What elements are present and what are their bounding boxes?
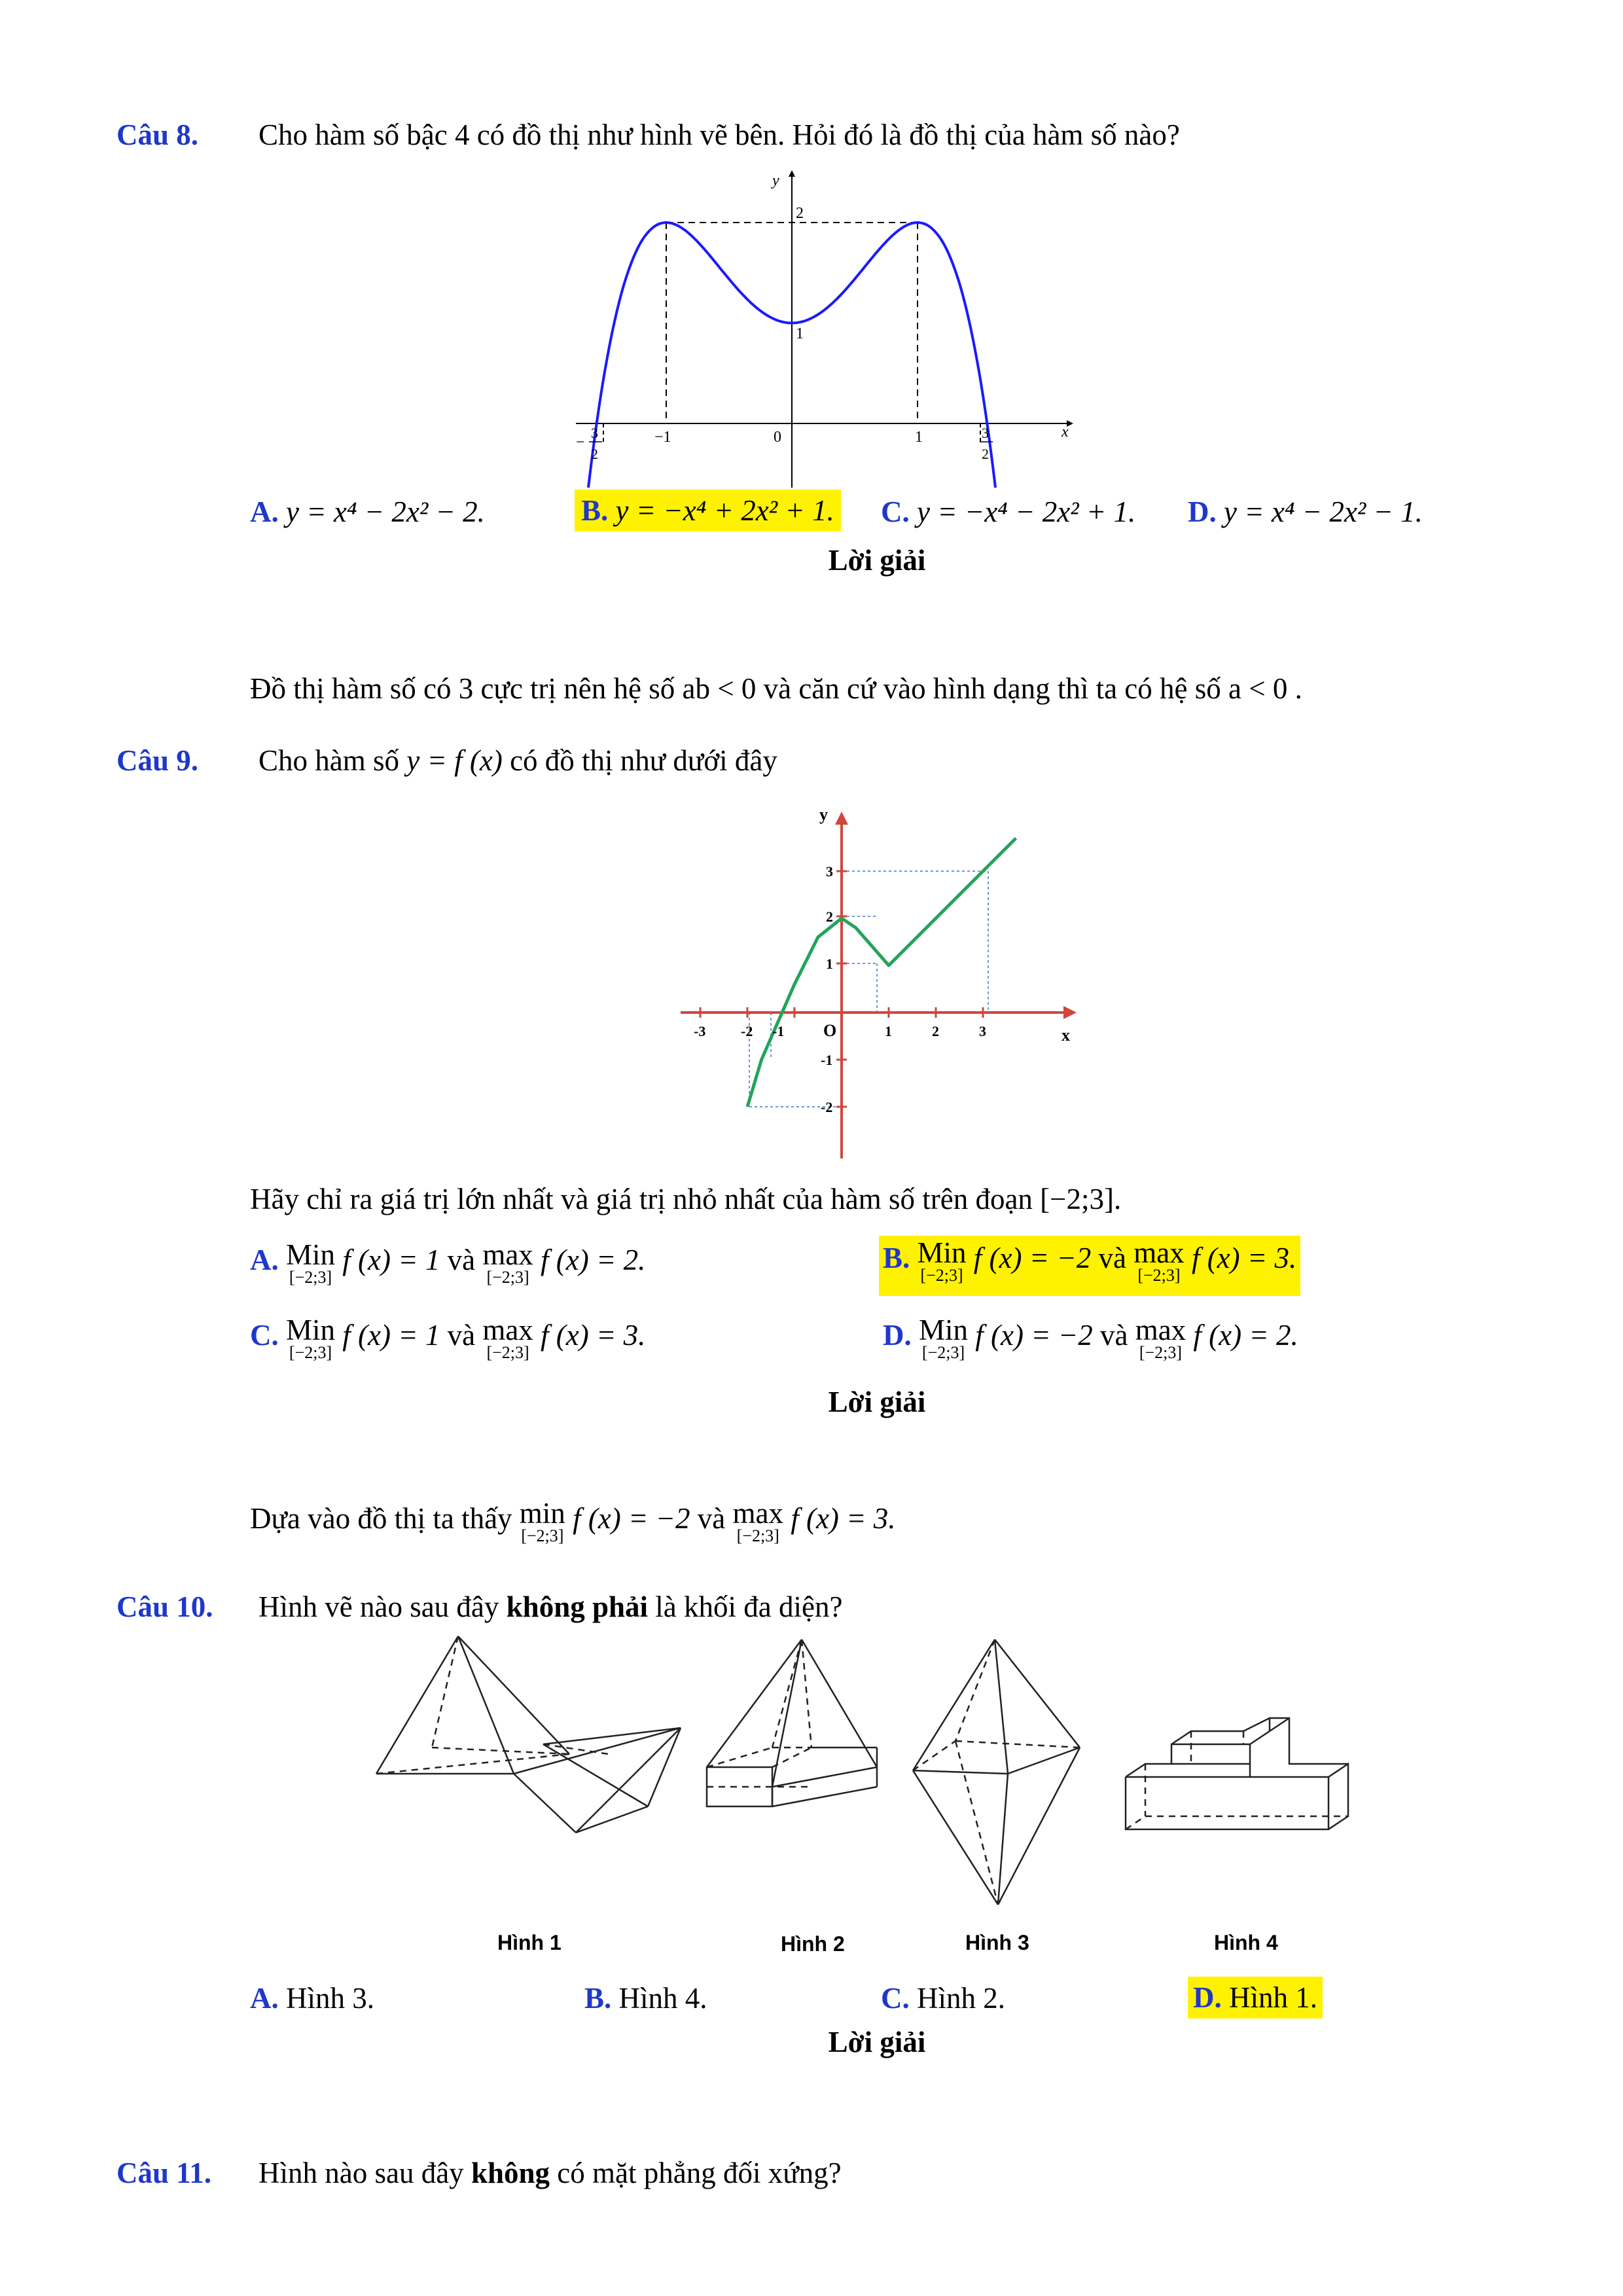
q9-text-a: Cho hàm số	[259, 744, 400, 777]
q10-option-a-letter: A.	[250, 1982, 279, 2015]
q9-option-a-max-val: f (x) = 2.	[541, 1244, 646, 1276]
q9-option-b-letter: B.	[883, 1242, 910, 1274]
q9-option-c-min-val: f (x) = 1	[342, 1319, 440, 1352]
q9-option-c-min-interval: [−2;3]	[289, 1343, 332, 1362]
figure-4-polyhedron	[1126, 1718, 1348, 1829]
q8-question-text: Cho hàm số bậc 4 có đồ thị như hình vẽ bên. Hỏi đó là đồ thị của hàm số nào?	[259, 118, 1180, 151]
q9-solution-min-interval: [−2;3]	[521, 1526, 564, 1545]
q8-label: Câu 8.	[116, 118, 199, 151]
q8-tick-xm15-num: 3	[591, 425, 598, 441]
q9-option-b-max-val: f (x) = 3.	[1191, 1242, 1297, 1274]
q9-tick-x-m1: -1	[772, 1023, 785, 1039]
q9-option-c-max: max	[482, 1314, 533, 1346]
q10-option-b-value: Hình 4.	[618, 1982, 707, 2015]
q10-option-d[interactable]	[1188, 1977, 1323, 2018]
q8-y-arrow	[789, 170, 795, 177]
q9-y-arrow	[835, 812, 848, 825]
q8-graph	[563, 167, 1073, 491]
q10-label: Câu 10.	[116, 1590, 213, 1623]
q9-option-d-max: max	[1135, 1314, 1186, 1346]
q9-option-a-letter: A.	[250, 1244, 279, 1276]
q8-origin: 0	[774, 429, 781, 446]
q9-option-a-max-interval: [−2;3]	[486, 1268, 529, 1287]
q8-tick-y1: 1	[796, 325, 804, 342]
q8-option-d[interactable]	[1188, 492, 1423, 531]
q8-option-a-expr: y = x⁴ − 2x² − 2.	[286, 495, 485, 528]
q9-tick-y-2: 2	[826, 908, 833, 925]
q8-option-b-expr: y = −x⁴ + 2x² + 1.	[615, 494, 834, 527]
q11-label: Câu 11.	[116, 2157, 212, 2189]
q11-text-b: có mặt phẳng đối xứng?	[557, 2157, 842, 2189]
q9-tick-y-1: 1	[826, 956, 833, 972]
q8-tick-xm1: −1	[654, 429, 671, 446]
q9-option-c-letter: C.	[250, 1319, 279, 1352]
q8-option-d-letter: D.	[1188, 495, 1217, 528]
q9-option-b-min: Min	[917, 1236, 967, 1269]
q9-text-expr: y = f (x)	[406, 744, 503, 777]
q9-question-text: Hãy chỉ ra giá trị lớn nhất và giá trị nhỏ nhất của hàm số trên đoạn [−2;3].	[250, 1183, 1122, 1215]
q9-tick-x-2: 2	[932, 1023, 939, 1039]
q9-solution-max: max	[732, 1497, 783, 1530]
q8-tick-x15-den: 2	[982, 446, 989, 462]
q9-option-a-min-val: f (x) = 1	[342, 1244, 440, 1276]
q9-solution-max-interval: [−2;3]	[736, 1526, 779, 1545]
q10-option-d-value: Hình 1.	[1229, 1981, 1317, 2014]
q11-text-a: Hình nào sau đây	[259, 2157, 464, 2189]
q10-solution-title: Lời giải	[828, 2026, 926, 2058]
figure-1-polyhedra	[376, 1636, 681, 1833]
q8-y-label: y	[772, 172, 779, 189]
figure-2-polyhedron	[707, 1640, 877, 1806]
q9-option-a-max: max	[482, 1238, 533, 1271]
q9-solution-min-val: f (x) = −2	[573, 1502, 690, 1535]
q10-figures	[366, 1630, 1387, 1931]
q9-option-c[interactable]	[250, 1316, 645, 1361]
q9-tick-x-3: 3	[979, 1023, 986, 1039]
q9-option-b-max-interval: [−2;3]	[1137, 1266, 1181, 1285]
q9-tick-x-1: 1	[885, 1023, 892, 1039]
figure-4-caption: Hình 4	[1214, 1931, 1278, 1954]
q9-option-b-min-val: f (x) = −2	[973, 1242, 1092, 1274]
q9-graph	[674, 802, 1080, 1158]
q9-y-label: y	[819, 805, 828, 824]
q9-option-d-max-interval: [−2;3]	[1139, 1343, 1183, 1362]
q10-option-a-value: Hình 3.	[286, 1982, 374, 2015]
figure-3-caption: Hình 3	[965, 1931, 1029, 1954]
q8-tick-x1: 1	[915, 429, 923, 446]
q10-text-b: là khối đa diện?	[655, 1590, 843, 1623]
q9-solution-min: min	[519, 1497, 565, 1530]
q9-guides	[749, 871, 988, 1107]
q10-option-c-letter: C.	[881, 1982, 910, 2015]
q9-option-b-max: max	[1133, 1236, 1185, 1269]
q8-option-b-letter: B.	[581, 494, 609, 527]
q9-option-a-min: Min	[286, 1238, 336, 1271]
figure-2-caption: Hình 2	[781, 1932, 845, 1956]
q9-option-a[interactable]	[250, 1240, 645, 1286]
q10-option-a[interactable]	[250, 1979, 374, 2018]
q8-solution-title: Lời giải	[828, 544, 926, 577]
q9-option-b[interactable]	[879, 1236, 1300, 1296]
q9-text-b: có đồ thị như dưới đây	[510, 744, 777, 777]
q9-x-arrow	[1063, 1006, 1077, 1019]
q9-option-c-max-val: f (x) = 3.	[541, 1319, 646, 1352]
q8-option-c[interactable]	[881, 492, 1135, 531]
q9-tick-y-m2: -2	[821, 1099, 833, 1115]
q10-option-c[interactable]	[881, 1979, 1005, 2018]
q9-option-d-and: và	[1099, 1319, 1128, 1352]
q10-option-b-letter: B.	[584, 1982, 612, 2015]
q9-option-a-min-interval: [−2;3]	[289, 1268, 332, 1287]
q9-label: Câu 9.	[116, 744, 199, 777]
q9-tick-y-3: 3	[826, 863, 833, 880]
q8-option-c-letter: C.	[881, 495, 910, 528]
q9-option-b-and: và	[1098, 1242, 1126, 1274]
q9-solution-a: Dựa vào đồ thị ta thấy	[250, 1502, 512, 1535]
q9-tick-x-m2: -2	[741, 1023, 753, 1039]
q9-solution-max-val: f (x) = 3.	[791, 1502, 896, 1535]
q8-tick-x15-num: 3	[982, 425, 989, 441]
q10-option-d-letter: D.	[1193, 1981, 1222, 2014]
q8-option-c-expr: y = −x⁴ − 2x² + 1.	[917, 495, 1136, 528]
q11-text-bold: không	[471, 2157, 550, 2189]
q10-option-c-value: Hình 2.	[917, 1982, 1005, 2015]
figure-3-polyhedron	[913, 1640, 1080, 1905]
q9-option-c-min: Min	[286, 1314, 336, 1346]
q9-question-line	[259, 741, 777, 780]
q8-solution-text: Đồ thị hàm số có 3 cực trị nên hệ số ab < 0 và căn cứ vào hình dạng thì ta có hệ số a < 0 .	[250, 672, 1302, 705]
q9-option-d-max-val: f (x) = 2.	[1193, 1319, 1298, 1352]
q9-option-d-min-val: f (x) = −2	[975, 1319, 1093, 1352]
q9-option-d-letter: D.	[883, 1319, 912, 1352]
q10-option-b[interactable]	[584, 1979, 707, 2018]
q9-solution-title: Lời giải	[828, 1386, 926, 1418]
q9-option-b-min-interval: [−2;3]	[920, 1266, 963, 1285]
q9-option-d-min-interval: [−2;3]	[921, 1343, 965, 1362]
q9-option-a-and: và	[447, 1244, 476, 1276]
q9-tick-y-m1: -1	[821, 1052, 833, 1068]
q8-option-b[interactable]	[575, 490, 841, 531]
q8-option-a[interactable]	[250, 492, 485, 531]
q10-text-bold: không phải	[506, 1590, 649, 1623]
q8-option-d-expr: y = x⁴ − 2x² − 1.	[1224, 495, 1423, 528]
q11-question-text	[259, 2153, 842, 2193]
q9-option-c-and: và	[447, 1319, 476, 1352]
q9-curve	[747, 838, 1016, 1107]
q8-tick-xm15-minus: −	[576, 434, 585, 451]
q8-tick-xm15-den: 2	[591, 446, 598, 462]
q8-x-label: x	[1061, 423, 1069, 440]
q9-x-label: x	[1061, 1026, 1070, 1045]
q10-text-a: Hình vẽ nào sau đây	[259, 1590, 499, 1623]
q9-option-d[interactable]	[883, 1316, 1298, 1361]
q9-option-d-min: Min	[919, 1314, 969, 1346]
q9-origin: O	[823, 1021, 837, 1040]
q9-option-c-max-interval: [−2;3]	[486, 1343, 529, 1362]
figure-1-caption: Hình 1	[497, 1931, 562, 1954]
q9-solution-text	[250, 1499, 896, 1545]
q9-tick-x-m3: -3	[694, 1023, 706, 1039]
q8-option-a-letter: A.	[250, 495, 279, 528]
q9-solution-and: và	[697, 1502, 726, 1535]
q8-tick-y2: 2	[796, 205, 804, 222]
q10-question-text	[259, 1587, 842, 1626]
